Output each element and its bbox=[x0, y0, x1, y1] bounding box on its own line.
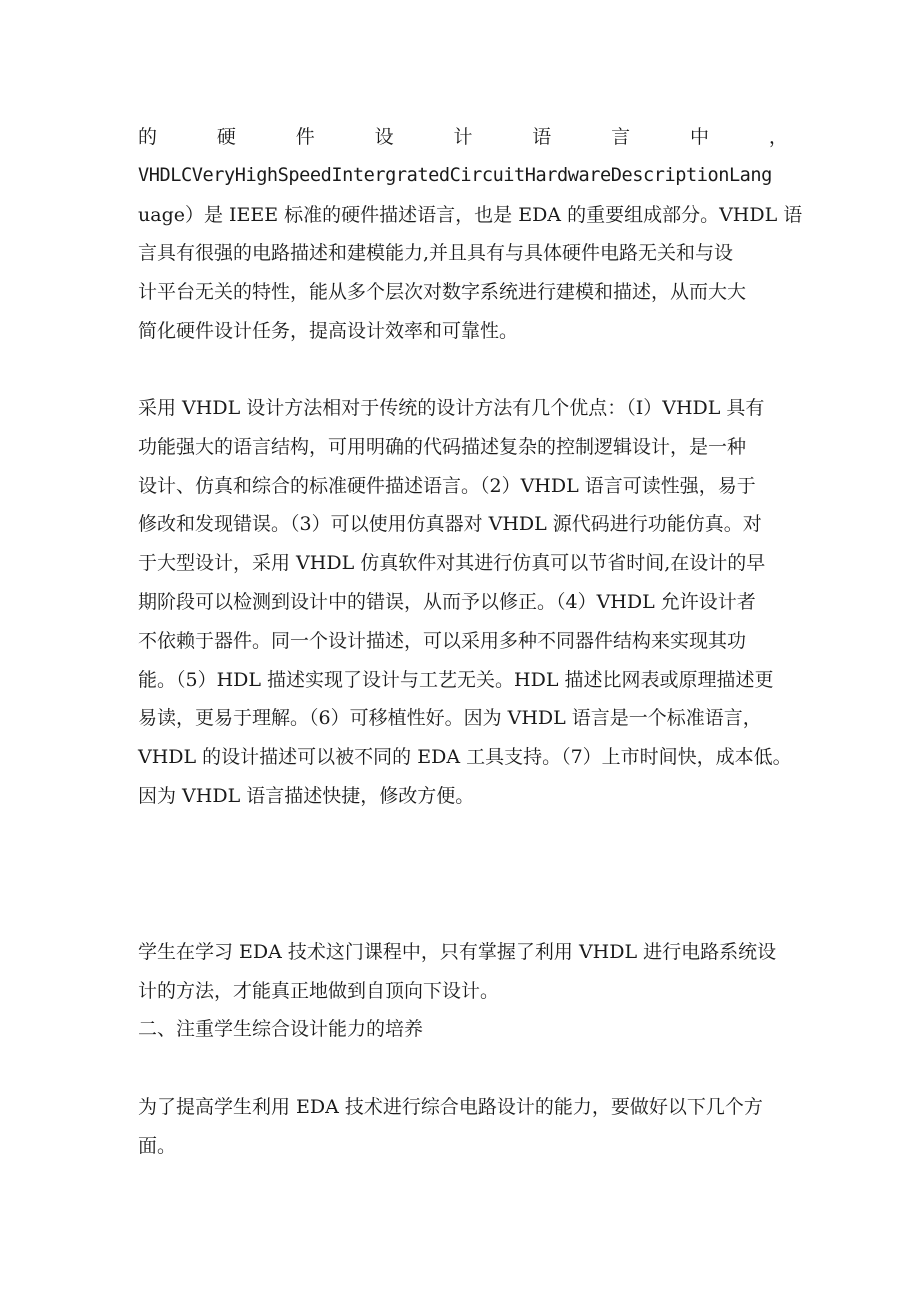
text-line: 言具有很强的电路描述和建模能力,并且具有与具体硬件电路无关和与设 bbox=[138, 242, 734, 265]
text-line: 面。 bbox=[138, 1134, 177, 1157]
text-line: 期阶段可以检测到设计中的错误，从而予以修正。（4）VHDL 允许设计者 bbox=[138, 590, 756, 613]
text-line: 采用 VHDL 设计方法相对于传统的设计方法有几个优点：（I）VHDL 具有 bbox=[138, 397, 765, 419]
spread-char: 言 bbox=[611, 126, 631, 148]
spread-char: 设 bbox=[374, 126, 394, 148]
paragraph-vhdl-intro bbox=[138, 118, 803, 351]
text-line: 计的方法，才能真正地做到自顶向下设计。 bbox=[138, 979, 500, 1002]
spread-char: 计 bbox=[453, 126, 473, 148]
paragraph-student-mastery bbox=[138, 933, 788, 1011]
spread-char: 硬 bbox=[216, 126, 236, 148]
spread-char: 件 bbox=[295, 126, 315, 148]
spread-line bbox=[138, 118, 788, 157]
paragraph-design-ability bbox=[138, 1088, 788, 1166]
text-line: VHDLCVeryHighSpeedIntergratedCircuitHardwareDescriptionLang bbox=[138, 164, 772, 186]
heading-text: 二、注重学生综合设计能力的培养 bbox=[138, 1018, 424, 1040]
text-line: 计平台无关的特性，能从多个层次对数字系统进行建模和描述，从而大大 bbox=[138, 281, 747, 304]
text-line: 修改和发现错误。（3）可以使用仿真器对 VHDL 源代码进行功能仿真。对 bbox=[138, 513, 762, 536]
text-line: 能。（5）HDL 描述实现了设计与工艺无关。HDL 描述比网表或原理描述更 bbox=[138, 668, 774, 691]
section-heading bbox=[138, 1010, 788, 1049]
text-line: 不依赖于器件。同一个设计描述，可以采用多种不同器件结构来实现其功 bbox=[138, 629, 747, 652]
text-line: VHDL 的设计描述可以被不同的 EDA 工具支持。（7）上市时间快，成本低。 bbox=[138, 746, 792, 769]
text-line: 设计、仿真和综合的标准硬件描述语言。（2）VHDL 语言可读性强，易于 bbox=[138, 474, 756, 497]
text-line: 为了提高学生利用 EDA 技术进行综合电路设计的能力，要做好以下几个方 bbox=[138, 1096, 763, 1118]
text-line: 学生在学习 EDA 技术这门课程中，只有掌握了利用 VHDL 进行电路系统设 bbox=[138, 941, 777, 963]
text-line: 功能强大的语言结构，可用明确的代码描述复杂的控制逻辑设计，是一种 bbox=[138, 435, 747, 458]
text-line: uage）是 IEEE 标准的硬件描述语言，也是 EDA 的重要组成部分。VHDL 语 bbox=[138, 203, 803, 226]
spread-char: ， bbox=[768, 126, 788, 148]
spread-char: 中 bbox=[690, 126, 710, 148]
text-line: 因为 VHDL 语言描述快捷，修改方便。 bbox=[138, 784, 475, 807]
text-line: 易读，更易于理解。（6）可移植性好。因为 VHDL 语言是一个标准语言， bbox=[138, 707, 762, 730]
spread-char: 语 bbox=[532, 126, 552, 148]
text-line: 简化硬件设计任务，提高设计效率和可靠性。 bbox=[138, 319, 519, 342]
spread-char: 的 bbox=[138, 126, 158, 148]
paragraph-vhdl-advantages bbox=[138, 389, 792, 816]
text-line: 于大型设计，采用 VHDL 仿真软件对其进行仿真可以节省时间,在设计的早 bbox=[138, 552, 766, 575]
